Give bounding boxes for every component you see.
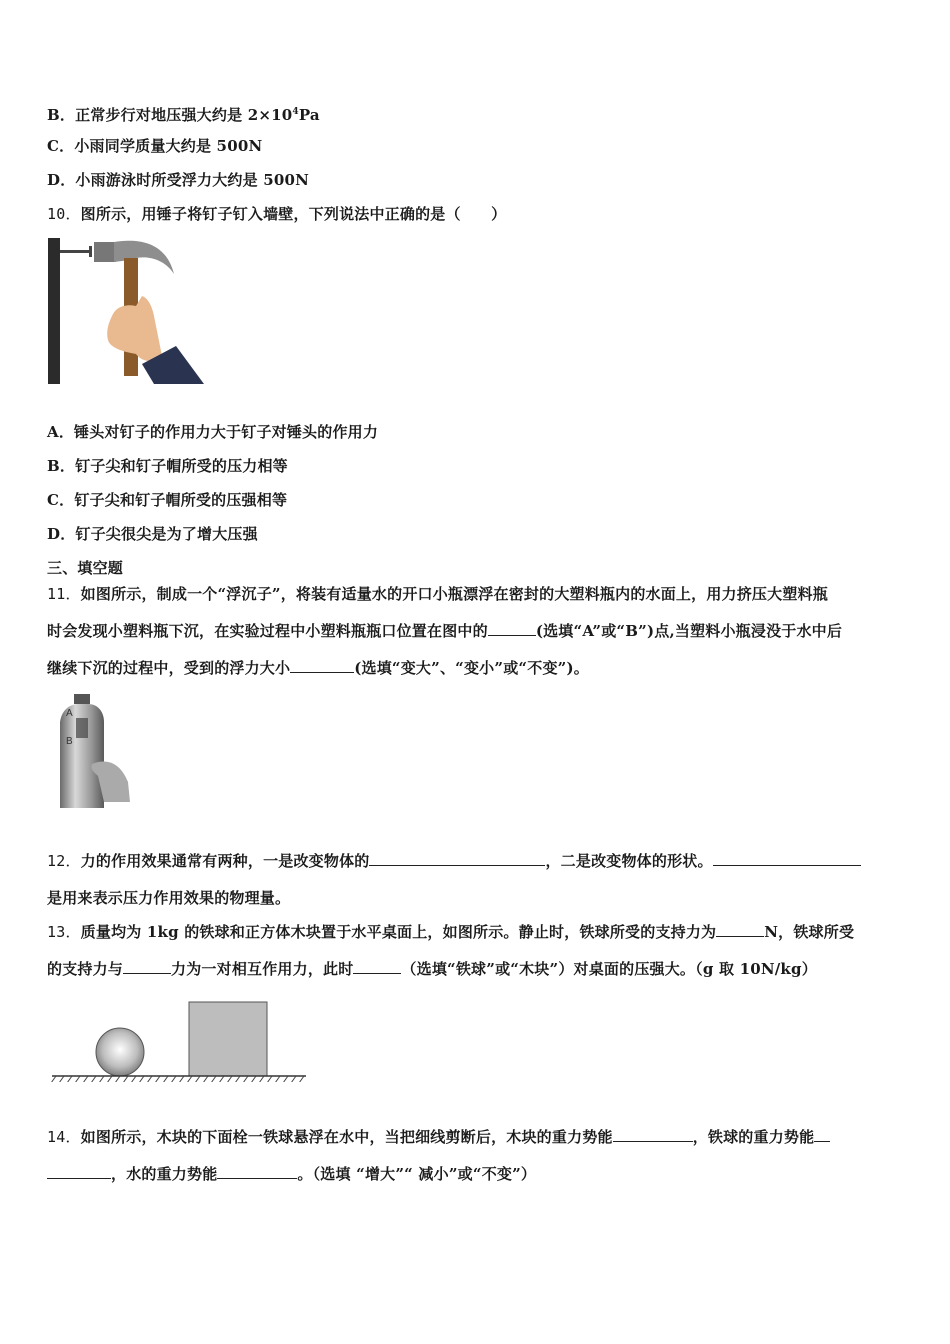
nail-icon	[89, 246, 92, 257]
question-text: 。（选填 “增大”“ 减小”或“不变”）	[297, 1165, 537, 1183]
hand-icon	[107, 296, 162, 361]
answer-blank[interactable]	[290, 658, 354, 673]
ball-and-block-figure	[48, 996, 310, 1082]
question-number: 13．	[47, 923, 81, 941]
q13-line-2	[47, 959, 817, 979]
q14-line-2	[47, 1164, 536, 1184]
question-text: ，铁球的重力势能	[692, 1128, 815, 1146]
answer-blank[interactable]	[47, 1164, 111, 1179]
question-text: (选填“A”或“B”)点,当塑料小瓶浸没于水中后	[535, 622, 843, 640]
q10-option-a: A．锤头对钉子的作用力大于钉子对锤头的作用力	[47, 423, 379, 441]
question-text: 图所示，用锤子将钉子钉入墙壁，下列说法中正确的是（ ）	[80, 205, 507, 223]
question-number: 10．	[47, 205, 81, 223]
question-text: 如图所示，木块的下面栓一铁球悬浮在水中，当把细线剪断后，木块的重力势能	[80, 1128, 613, 1146]
question-text: （选填“铁球”或“木块”）对桌面的压强大。（g 取 10N/kg）	[401, 960, 817, 978]
answer-blank[interactable]	[716, 922, 764, 937]
wooden-cube-icon	[189, 1002, 267, 1076]
question-text: 的支持力与	[47, 960, 124, 978]
iron-ball-icon	[96, 1028, 144, 1076]
q9-option-b-text: B．正常步行对地压强大约是 2×10	[47, 106, 293, 124]
question-text: (选填“变大”、“变小”或“不变”)。	[354, 659, 589, 677]
unit: Pa	[298, 106, 320, 124]
q9-option-c: C．小雨同学质量大约是 500N	[47, 137, 263, 155]
q11-line-3	[47, 658, 589, 678]
answer-blank[interactable]	[369, 851, 545, 866]
answer-blank[interactable]	[217, 1164, 297, 1179]
answer-blank[interactable]	[713, 851, 861, 866]
q10-option-d: D．钉子尖很尖是为了增大压强	[47, 525, 258, 543]
question-number: 11．	[47, 585, 81, 603]
section-title: 三、填空题	[47, 559, 124, 577]
question-text: 力的作用效果通常有两种，一是改变物体的	[80, 852, 370, 870]
answer-blank[interactable]	[488, 621, 536, 636]
answer-blank[interactable]	[814, 1127, 830, 1142]
question-text: 继续下沉的过程中，受到的浮力大小	[47, 659, 291, 677]
wall-icon	[48, 238, 60, 384]
q11-line-2	[47, 621, 842, 641]
question-text: ，二是改变物体的形状。	[545, 852, 713, 870]
hatching	[51, 1076, 304, 1082]
exponent: 4	[292, 107, 299, 117]
q10-option-b: B．钉子尖和钉子帽所受的压力相等	[47, 457, 288, 475]
question-text: 质量均为 1kg 的铁球和正方体木块置于水平桌面上，如图所示。静止时，铁球所受的支持力为	[80, 923, 717, 941]
q14-line-1	[47, 1127, 830, 1147]
small-vial-icon	[76, 718, 88, 738]
question-number: 14．	[47, 1128, 81, 1146]
question-text: 如图所示，制成一个“浮沉子”，将装有适量水的开口小瓶漂浮在密封的大塑料瓶内的水面上，用力挤压大塑料瓶	[80, 585, 828, 603]
q9-option-b	[47, 102, 320, 125]
cartesian-diver-figure	[54, 692, 134, 812]
label-a: A	[66, 708, 73, 719]
q9-option-d: D．小雨游泳时所受浮力大约是 500N	[47, 171, 310, 189]
q12-line-1	[47, 851, 861, 871]
answer-blank[interactable]	[613, 1127, 693, 1142]
q12-line-2: 是用来表示压力作用效果的物理量。	[47, 889, 291, 907]
question-number: 12．	[47, 852, 81, 870]
question-text: 时会发现小塑料瓶下沉，在实验过程中小塑料瓶瓶口位置在图中的	[47, 622, 488, 640]
bottle-cap-icon	[74, 694, 90, 704]
question-text: 力为一对相互作用力，此时	[171, 960, 354, 978]
label-b: B	[66, 736, 73, 747]
question-text: ，水的重力势能	[111, 1165, 218, 1183]
question-text: N，铁球所受	[764, 923, 855, 941]
q10-stem	[47, 204, 506, 224]
q10-option-c: C．钉子尖和钉子帽所受的压强相等	[47, 491, 288, 509]
hammer-nail-figure	[44, 236, 209, 388]
q11-line-1	[47, 584, 828, 604]
q13-line-1	[47, 922, 854, 942]
answer-blank[interactable]	[123, 959, 171, 974]
hammer-head-icon	[94, 242, 116, 262]
answer-blank[interactable]	[353, 959, 401, 974]
